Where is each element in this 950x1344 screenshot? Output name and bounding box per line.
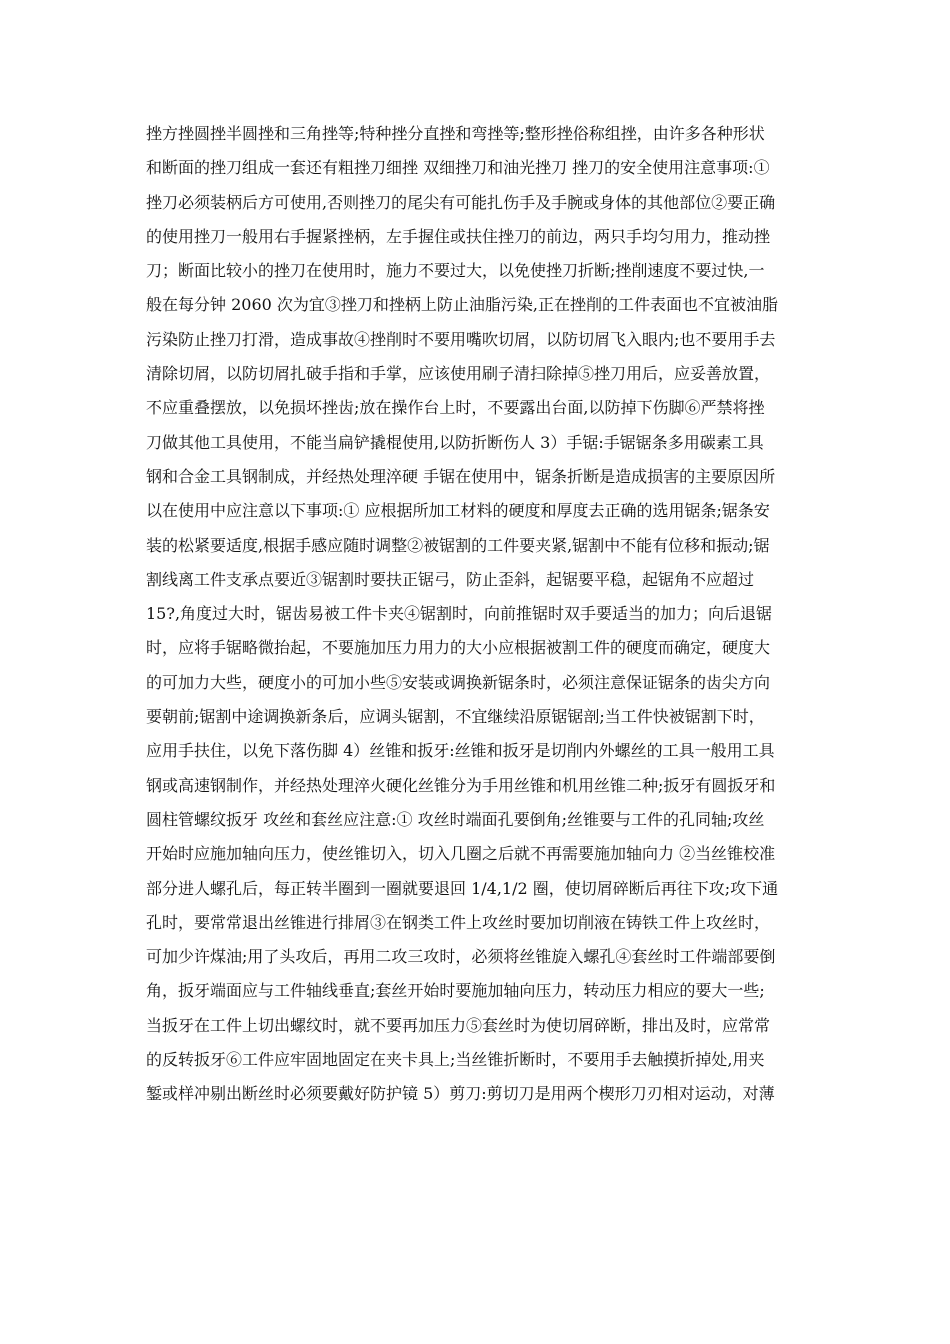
text-line: 部分进人螺孔后，每正转半圈到一圈就要退回 1/4,1/2 圈，使切屑碎断后再往下攻;攻下通 xyxy=(146,878,779,898)
text-line: 孔时，要常常退出丝锥进行排屑③在钢类工件上攻丝时要加切削液在铸铁工件上攻丝时， xyxy=(146,912,771,932)
text-line: 割线离工件支承点要近③锯割时要扶正锯弓，防止歪斜，起锯要平稳，起锯角不应超过 xyxy=(146,569,755,589)
text-line: 当扳牙在工件上切出螺纹时，就不要再加压力⑤套丝时为使切屑碎断，排出及时，应常常 xyxy=(146,1015,771,1035)
body-text xyxy=(146,117,818,1112)
text-line: 污染防止挫刀打滑，造成事故④挫削时不要用嘴吹切屑，以防切屑飞入眼内;也不要用手去 xyxy=(146,329,776,349)
text-line: 以在使用中应注意以下事项:① 应根据所加工材料的硬度和厚度去正确的选用锯条;锯条安 xyxy=(146,501,770,521)
text-line: 清除切屑，以防切屑扎破手指和手掌，应该使用刷子清扫除掉⑤挫刀用后，应妥善放置， xyxy=(146,364,771,384)
text-line: 的可加力大些，硬度小的可加小些⑤安装或调换新锯条时，必须注意保证锯条的齿尖方向 xyxy=(146,672,771,692)
text-line: 刀；断面比较小的挫刀在使用时，施力不要过大，以免使挫刀折断;挫削速度不要过快,一 xyxy=(146,261,765,281)
text-line: 钢和合金工具钢制成，并经热处理淬硬 手锯在使用中，锯条折断是造成损害的主要原因所 xyxy=(146,466,776,486)
text-line: 挫方挫圆挫半圆挫和三角挫等;特种挫分直挫和弯挫等;整形挫俗称组挫，由许多各种形状 xyxy=(146,124,765,143)
text-line: 时，应将手锯略微抬起，不要施加压力用力的大小应根据被割工件的硬度而确定，硬度大 xyxy=(146,638,771,658)
text-line: 般在每分钟 2060 次为宜③挫刀和挫柄上防止油脂污染,正在挫削的工件表面也不宜被油脂 xyxy=(146,295,778,315)
text-line: 应用手扶住，以免下落伤脚 4）丝锥和扳牙:丝锥和扳牙是切削内外螺丝的工具一般用工具 xyxy=(146,741,775,761)
text-line: 和断面的挫刀组成一套还有粗挫刀细挫 双细挫刀和油光挫刀 挫刀的安全使用注意事项:① xyxy=(146,158,770,178)
text-line: 挫刀必须装柄后方可使用,否则挫刀的尾尖有可能扎伤手及手腕或身体的其他部位②要正确 xyxy=(146,192,776,212)
text-line: 的使用挫刀一般用右手握紧挫柄，左手握住或扶住挫刀的前边，两只手均匀用力，推动挫 xyxy=(146,226,771,246)
text-line: 钢或高速钢制作，并经热处理淬火硬化丝锥分为手用丝锥和机用丝锥二种;扳牙有圆扳牙和 xyxy=(146,775,776,795)
text-line: 角，扳牙端面应与工件轴线垂直;套丝开始时要施加轴向压力，转动压力相应的要大一些; xyxy=(146,981,765,1001)
text-line: 不应重叠摆放，以免损坏挫齿;放在操作台上时，不要露出台面,以防掉下伤脚⑥严禁将挫 xyxy=(146,398,765,418)
text-line: 刀做其他工具使用，不能当扁铲撬棍使用,以防折断伤人 3）手锯:手锯锯条多用碳素工具 xyxy=(146,432,764,452)
text-line: 开始时应施加轴向压力，使丝锥切入，切入几圈之后就不再需要施加轴向力 ②当丝锥校准 xyxy=(146,844,776,864)
text-line: 的反转扳牙⑥工件应牢固地固定在夹卡具上;当丝锥折断时，不要用手去触摸折掉处,用夹 xyxy=(146,1050,765,1070)
text-line: 可加少许煤油;用了头攻后，再用二攻三攻时，必须将丝锥旋入螺孔④套丝时工件端部要倒 xyxy=(146,947,776,967)
text-line: 圆柱管螺纹扳牙 攻丝和套丝应注意:① 攻丝时端面孔要倒角;丝锥要与工件的孔同轴;攻丝 xyxy=(146,809,765,829)
text-line: 錾或样冲剔出断丝时必须要戴好防护镜 5）剪刀:剪切刀是用两个楔形刀刃相对运动，对薄 xyxy=(146,1084,775,1104)
text-line: 要朝前;锯割中途调换新条后，应调头锯割，不宜继续沿原锯锯剖;当工件快被锯割下时， xyxy=(146,707,765,727)
text-line: 15?,角度过大时，锯齿易被工件卡夹④锯割时，向前推锯时双手要适当的加力；向后退锯 xyxy=(146,604,773,624)
text-line: 装的松紧要适度,根据手感应随时调整②被锯割的工件要夹紧,锯割中不能有位移和振动;锯 xyxy=(146,535,770,555)
